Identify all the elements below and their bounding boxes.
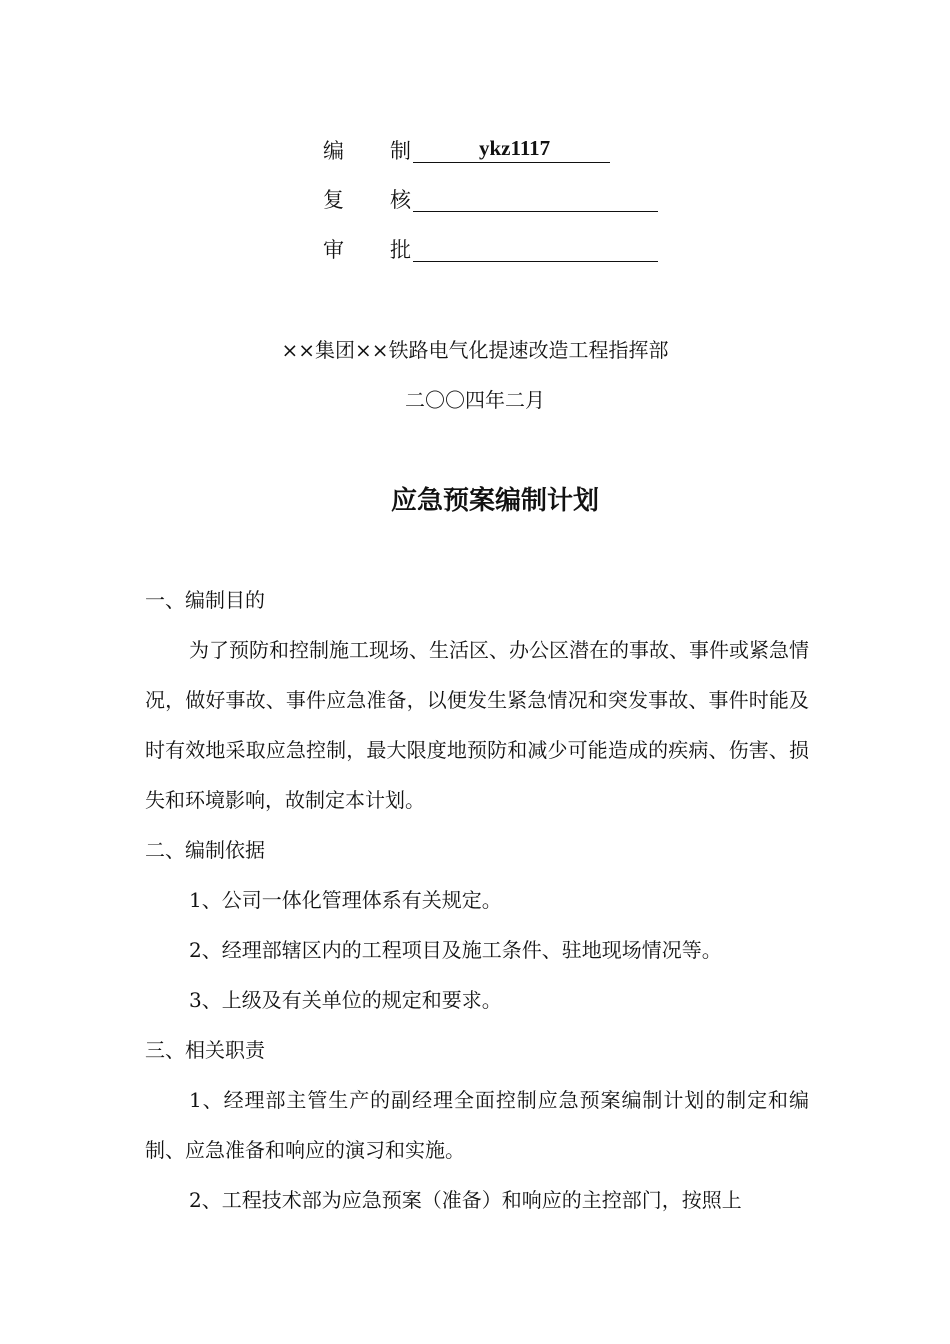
approve-label-second: 批 [390,238,411,262]
compile-signature-value: ykz1117 [479,136,551,160]
review-label-second: 核 [390,188,411,212]
list-item: 1、公司一体化管理体系有关规定。 [189,888,502,912]
review-label-first: 复 [323,188,344,212]
document-date: 二〇〇四年二月 [405,388,545,412]
compile-signature-line [413,136,610,163]
list-item: 1、经理部主管生产的副经理全面控制应急预案编制计划的制定和编制、应急准备和响应的演习和实施。 [145,1088,809,1162]
approve-label-first: 审 [323,238,344,262]
document-body [145,575,809,1225]
document-title: 应急预案编制计划 [390,486,599,516]
list-item: 3、上级及有关单位的规定和要求。 [189,988,502,1012]
list-item: 2、经理部辖区内的工程项目及施工条件、驻地现场情况等。 [189,938,722,962]
review-signature-line [413,185,658,212]
organization-name: ××集团××铁路电气化提速改造工程指挥部 [281,338,669,362]
compile-label-second: 制 [390,139,411,163]
section-heading-duties: 三、相关职责 [145,1038,265,1062]
section-paragraph-purpose: 为了预防和控制施工现场、生活区、办公区潜在的事故、事件或紧急情况，做好事故、事件应急准备，以便发生紧急情况和突发事故、事件时能及时有效地采取应急控制，最大限度地预防和减少可能造成的疾病、伤害、损失和环境影响，故制定本计划。 [145,638,809,812]
approve-signature-line [413,235,658,262]
section-heading-basis: 二、编制依据 [145,838,265,862]
compile-label-first: 编 [323,139,344,163]
list-item: 2、工程技术部为应急预案（准备）和响应的主控部门，按照上 [189,1188,742,1212]
section-heading-purpose: 一、编制目的 [145,588,265,612]
